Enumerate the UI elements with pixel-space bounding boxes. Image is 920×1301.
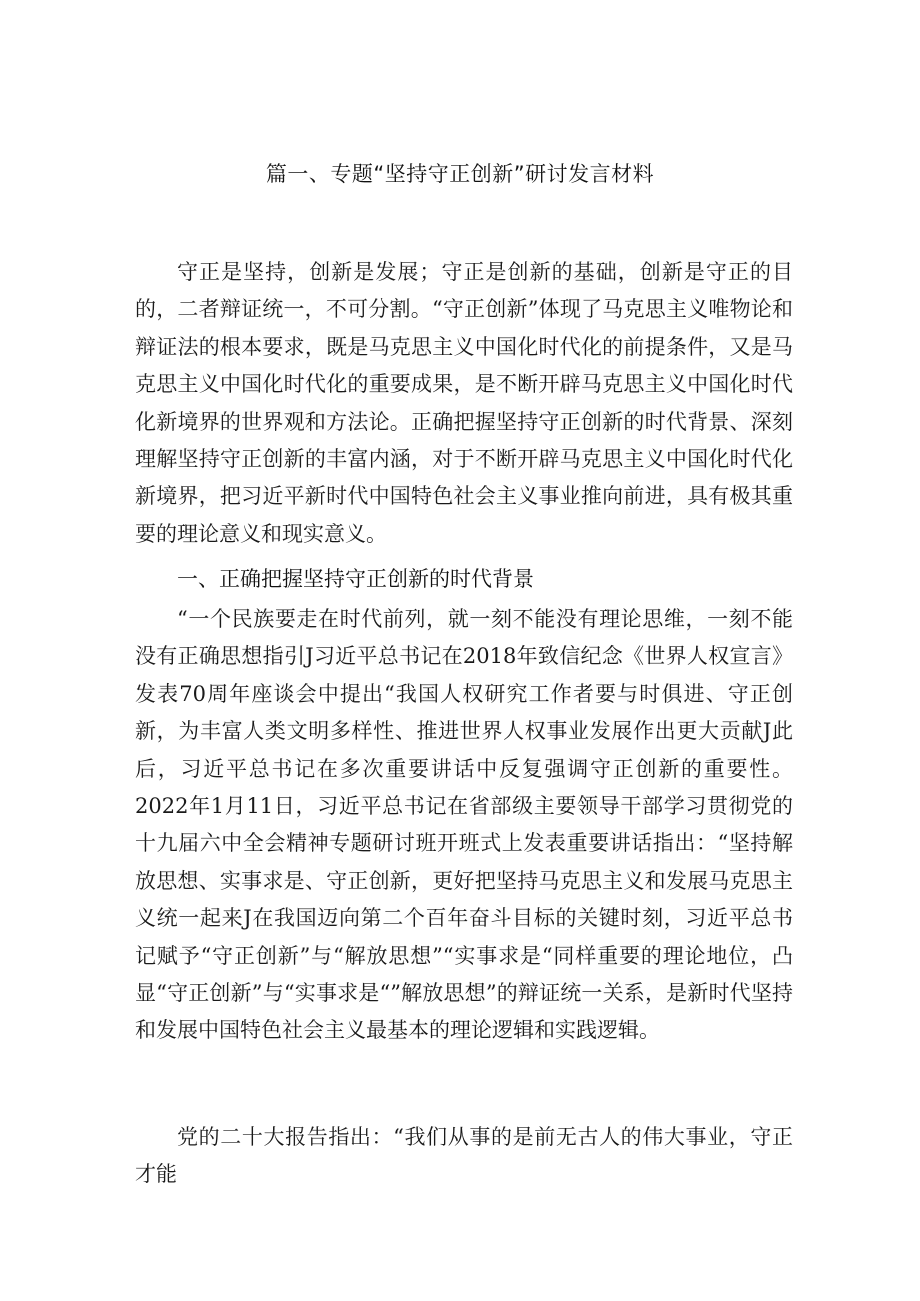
- paragraph-intro: [135, 254, 793, 553]
- paragraph-text: “一个民族要走在时代前列，就一刻不能没有理论思维，一刻不能没有正确思想指引J习近平总书记在2018年致信纪念《世界人权宣言》发表70周年座谈会中提出“我国人权研究工作者要与时俱进、守正创新，为丰富人类文明多样性、推进世界人权事业发展作出更大贡献J此后，习近平总书记在多次重要讲话中反复强调守正创新的重要性。2022年1月11日，习近平总书记在省部级主要领导干部学习贯彻党的十九届六中全会精神专题研讨班开班式上发表重要讲话指出：“坚持解放思想、实事求是、守正创新，更好把坚持马克思主义和发展马克思主义统一起来J在我国迈向第二个百年奋斗目标的关键时刻，习近平总书记赋予“守正创新”与“解放思想”“实事求是“同样重要的理论地位，凸显“守正创新”与“实事求是“”解放思想”的辩证统一关系，是新时代坚持和发展中国特色社会主义最基本的理论逻辑和实践逻辑。: [135, 607, 793, 1043]
- document-title: 篇一、专题“坚持守正创新”研讨发言材料: [265, 162, 655, 186]
- paragraph-text: 守正是坚持，创新是发展；守正是创新的基础，创新是守正的目的，二者辩证统一，不可分割。“守正创新”体现了马克思主义唯物论和辩证法的根本要求，既是马克思主义中国化时代化的前提条件，又是马克思主义中国化时代化的重要成果，是不断开辟马克思主义中国化时代化新境界的世界观和方法论。正确把握坚持守正创新的时代背景、深刻理解坚持守正创新的丰富内涵，对于不断开辟马克思主义中国化时代化新境界，把习近平新时代中国特色社会主义事业推向前进，具有极其重要的理论意义和现实意义。: [135, 260, 793, 546]
- paragraph-background: [135, 601, 793, 1050]
- paragraph-text: 党的二十大报告指出：“我们从事的是前无古人的伟大事业，守正才能: [135, 1125, 793, 1187]
- paragraph-report: [135, 1119, 793, 1194]
- section-heading: 一、正确把握坚持守正创新的时代背景: [177, 567, 534, 591]
